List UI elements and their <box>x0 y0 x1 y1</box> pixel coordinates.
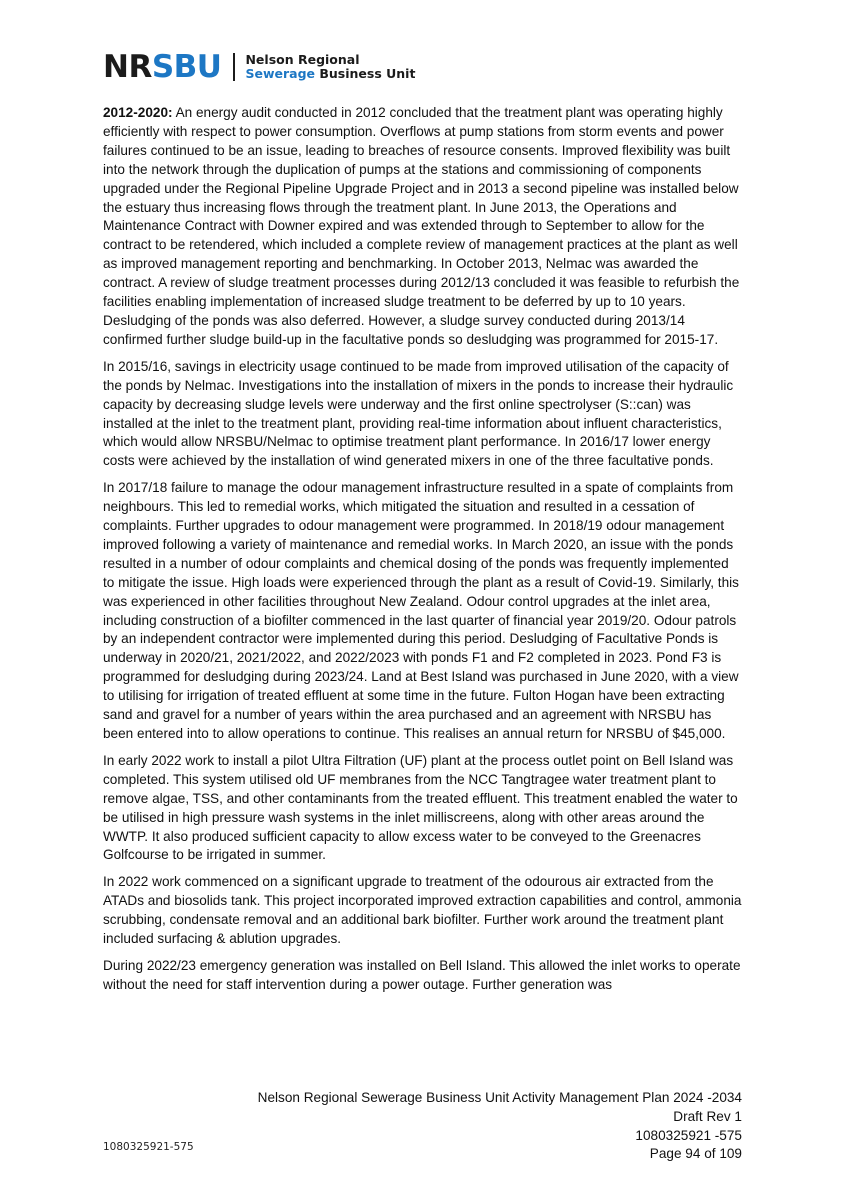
footer-revision: Draft Rev 1 <box>673 1108 742 1124</box>
footer-doc-number: 1080325921 -575 <box>635 1127 742 1143</box>
paragraph-early-2022: In early 2022 work to install a pilot Ultra Filtration (UF) plant at the process outlet point on Bell Island was completed. This system utilised old UF membranes from the NCC Tangtragee water treatment plant to remove algae, TSS, and other contaminants from the treated effluent. This treatment enabled the water to be utilised in high pressure wash systems in the inlet milliscreens, along with other areas around the WWTP. It also produced sufficient capacity to allow excess water to be conveyed to the Greenacres Golfcourse to be irrigated in summer. <box>103 752 738 863</box>
logo-divider <box>233 53 235 81</box>
paragraph-2022: In 2022 work commenced on a significant upgrade to treatment of the odourous air extracted from the ATADs and biosolids tank. This project incorporated improved extraction capabilities and control, ammonia scrubbing, condensate removal and an additional bark biofilter. Further work around the treatment plant included surfacing & ablution upgrades. <box>103 874 742 947</box>
footer-page-number: Page 94 of 109 <box>649 1146 742 1162</box>
logo-mark: NRSBU <box>103 49 222 85</box>
footer-doc-title: Nelson Regional Sewerage Business Unit Activity Management Plan 2024 -2034 <box>257 1090 742 1105</box>
nrsbu-logo <box>103 50 415 84</box>
logo-wordmark <box>245 53 415 81</box>
paragraph-2022-23: During 2022/23 emergency generation was installed on Bell Island. This allowed the inlet works to operate without the need for staff intervention during a power outage. Further generation was <box>103 957 741 992</box>
paragraph-2015-16: In 2015/16, savings in electricity usage continued to be made from improved utilisation of the capacity of the ponds by Nelmac. Investigations into the installation of mixers in the ponds to increase their hydraulic capacity by decreasing sludge levels were underway and the first online spectrolyser (S::can) was installed at the inlet to the treatment plant, providing real-time information about influent characteristics, which would allow NRSBU/Nelmac to optimise treatment plant performance. In 2016/17 lower energy costs were achieved by the installation of wind generated mixers in one of the three facultative ponds. <box>103 358 734 469</box>
paragraph-2017-18: In 2017/18 failure to manage the odour management infrastructure resulted in a spate of complaints from neighbours. This led to remedial works, which mitigated the situation and resulted in a cessation of complaints. Further upgrades to odour management were programmed. In 2018/19 odour management improved following a variety of maintenance and remedial works. In March 2020, an issue with the ponds resulted in a number of odour complaints and chemical dosing of the ponds was frequently implemented to mitigate the issue. High loads were experienced through the plant as a result of Covid-19. Similarly, this was experienced in other facilities throughout New Zealand. Odour control upgrades at the inlet area, including construction of a biofilter commenced in the last quarter of financial year 2019/20. Odour patrols by an independent contractor were implemented during this period. Desludging of Facultative Ponds is underway in 2020/21, 2021/2022, and 2022/2023 with ponds F1 and F2 completed in 2023. Pond F3 is programmed for desludging during 2023/24. Land at Best Island was purchased in June 2020, with a view to utilising for irrigation of treated effluent at some time in the future. Fulton Hogan have been extracting sand and gravel for a number of years within the area purchased and an agreement with NRSBU has been entered into to allow operations to continue. This realises an annual return for NRSBU of $45,000. <box>103 480 739 741</box>
logo-line-2: Sewerage Business Unit <box>245 66 416 81</box>
footer-document-id: 1080325921-575 <box>103 1141 194 1153</box>
page-footer <box>258 1089 742 1164</box>
document-body <box>103 104 743 1003</box>
paragraph-lead: 2012-2020: <box>103 105 173 120</box>
paragraph-2012-2020: 2012-2020: An energy audit conducted in 2012 concluded that the treatment plant was operating highly efficiently with respect to power consumption. Overflows at pump stations from storm events and power failures continued to be an issue, leading to breaches of resource consents. Improved flexibility was built into the network through the duplication of pumps at the stations and commissioning of components upgraded under the Regional Pipeline Upgrade Project and in 2013 a second pipeline was installed below the estuary thus increasing flows through the treatment plant. In June 2013, the Operations and Maintenance Contract with Downer expired and was extended through to September to allow for the contract to be retendered, which included a complete review of management practices at the plant as well as improved management reporting and benchmarking. In October 2013, Nelmac was awarded the contract. A review of sludge treatment processes during 2012/13 concluded it was feasible to refurbish the facilities enabling implementation of increased sludge treatment to be deferred by up to 10 years. Desludging of the ponds was also deferred. However, a sludge survey conducted during 2013/14 confirmed further sludge build-up in the facultative ponds so desludging was programmed for 2015-17. <box>103 105 740 347</box>
logo-line-1: Nelson Regional <box>245 52 360 67</box>
